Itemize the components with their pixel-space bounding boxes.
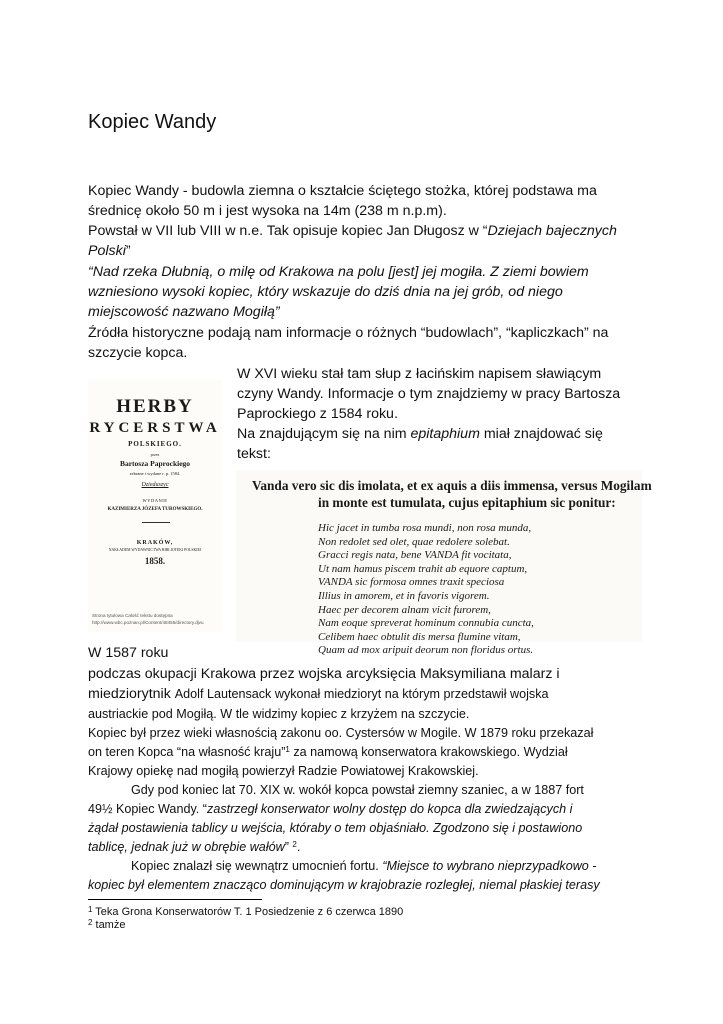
tp-divider: [142, 522, 170, 523]
fort-line-4: [88, 837, 300, 857]
fort-line-3: żądał postawienia tablicy u wejścia, któraby o tem objaśniało. Zgodzono się i postawiono: [88, 821, 583, 835]
epitaph-verse: Nam eoque spreverat hominum connubia cuncta,: [318, 617, 534, 630]
epitaph-word: epitaphium: [410, 426, 480, 442]
okupacja-line-2: [88, 684, 549, 704]
tp-przez: przez: [150, 452, 160, 457]
quote-line-2: wzniesiono wysoki kopiec, który wskazuje do dziś dnia na jej grób, od niego: [88, 284, 563, 300]
quote-line-3: miejscowość nazwano Mogiłą”: [88, 304, 280, 320]
inside-line-1: [131, 856, 597, 876]
epitaph-intro-line-1: [237, 424, 603, 444]
footnote-1: [88, 906, 403, 918]
footnote-text: tamże: [92, 919, 126, 931]
footnote-num: 1: [88, 905, 93, 914]
sources-line-2: szczycie kopca.: [88, 345, 188, 361]
fort-quote-close: ”: [284, 840, 293, 854]
tp-caption-2: http://www.wbc.poznan.pl/Content/48455/directory.djvu: [92, 620, 204, 625]
quote-close: ”: [125, 243, 131, 259]
inside-quote: “Miejsce to wybrano nieprzypadkowo -: [382, 859, 597, 873]
sources-line-1: Źródła historyczne podają nam informacje o różnych “budowlach”, “kapliczkach” na: [88, 325, 609, 341]
book-title-cont: Polski: [88, 243, 126, 259]
epitaph-verse: Quam ad mox aripuit deorum non floridus ortus.: [318, 644, 534, 657]
okupacja-line-3: austriackie pod Mogiłą. W tle widzimy kopiec z krzyżem na szczycie.: [88, 707, 470, 721]
year-1587: W 1587 roku: [88, 645, 169, 661]
epitaph-verse: Ut nam hamus piscem trahit ab equore captum,: [318, 562, 528, 575]
intro-line-2: średnicę około 50 m i jest wysoka na 14m (238 m n.p.m).: [88, 203, 447, 219]
ownership-line-2: [88, 742, 568, 762]
dlugosz-line-1: [88, 221, 617, 241]
epitaph-heading-2: in monte est tumulata, cujus epitaphium sic ponitur:: [318, 495, 616, 510]
tp-editor: KAZIMIERZA JÓZEFA TUROWSKIEGO.: [107, 507, 203, 512]
tp-rycerstwa: RYCERSTWA: [89, 420, 221, 436]
fort-line-2: [88, 799, 572, 819]
tp-herby: HERBY: [116, 396, 194, 417]
fort-line-1: Gdy pod koniec lat 70. XIX w. wokół kopca powstał ziemny szaniec, a w 1887 fort: [131, 783, 584, 797]
tp-krakow: KRAKÓW,: [136, 540, 174, 546]
tp-wydanie: WYDANIE: [142, 498, 168, 503]
epitaph-image: [236, 470, 652, 657]
ownership-text: on teren Kopca “na własność kraju”: [88, 745, 286, 759]
book-title: Dziejach bajecznych: [487, 223, 617, 239]
tp-author: Bartosza Paprockiego: [119, 459, 191, 468]
footnote-num: 2: [88, 918, 93, 927]
epitaph-verse: Hic jacet in tumba rosa mundi, non rosa munda,: [318, 522, 532, 534]
xvi-line-1: W XVI wieku stał tam słup z łacińskim napisem sławiącym: [237, 366, 602, 382]
epitaph-heading-1: Vanda vero sic dis imolata, et ex aquis a diis immensa, versus Mogilam: [252, 478, 652, 493]
dlugosz-line-2: [88, 241, 131, 261]
dlugosz-text: Powstał w VII lub VIII w n.e. Tak opisuje kopiec Jan Długosz w “: [88, 223, 488, 239]
epitaph-intro-text-end: miał znajdować się: [479, 426, 603, 442]
ownership-line-3: Krajowy opiekę nad mogiłą powierzył Radzie Powiatowej Krakowskiej.: [88, 764, 479, 778]
intro-line-1: Kopiec Wandy - budowla ziemna o kształcie ściętego stożka, której podstawa ma: [88, 183, 597, 199]
okupacja-text: miedziorytnik: [88, 686, 175, 702]
epitaph-intro-text: Na znajdującym się na nim: [237, 426, 411, 442]
epitaph-verse: Illius in amorem, et in favoris vigorem.: [318, 589, 490, 602]
epitaph-verses: [318, 522, 534, 658]
inside-line-2: kopiec był elementem znacząco dominującym w krajobrazie rozległej, niemal płaskiej terasy: [88, 878, 600, 892]
okupacja-line-1: podczas okupacji Krakowa przez wojska arcyksięcia Maksymiliana malarz i: [88, 666, 560, 682]
ownership-text-end: za namową konserwatora krakowskiego. Wydział: [289, 745, 568, 759]
tp-stamp: Dzieduszyc: [141, 482, 169, 488]
fort-quote-end: tablicę, jednak już w obrębie wałów: [88, 840, 285, 854]
epitaph-intro-line-2: tekst:: [237, 446, 271, 462]
epitaph-verse: Non redolet sed olet, quae redolere solebat.: [318, 535, 510, 548]
epitaph-verse: Haec per decorem alnam vicit furorem,: [318, 603, 491, 616]
footnote-2: [88, 919, 125, 931]
epitaph-verse: VANDA sic formosa omnes traxit speciosa: [318, 576, 505, 589]
quote-line-1: “Nad rzeka Dłubnią, o milę od Krakowa na polu [jest] jej mogiła. Z ziemi bowiem: [88, 264, 589, 280]
fort-text: 49½ Kopiec Wandy. “: [88, 802, 208, 816]
tp-naklad: NAKŁADEM WYDAWNICTWA BIBLIOTEKI POLSKIEJ: [108, 548, 202, 552]
epitaph-verse: Celibem haec obtulit dis mersa flumine vitam,: [318, 630, 521, 643]
tp-odbity: zebrane i wydane r. p. 1584.: [129, 471, 181, 476]
tp-year: 1858.: [144, 556, 166, 566]
inside-text: Kopiec znalazł się wewnątrz umocnień fortu.: [131, 859, 383, 873]
page-title: Kopiec Wandy: [88, 111, 217, 133]
footnote-text: Teka Grona Konserwatorów T. 1 Posiedzenie z 6 czerwca 1890: [92, 906, 404, 918]
tp-polskiego: POLSKIEGO.: [128, 440, 182, 448]
fort-quote: zastrzegł konserwator wolny dostęp do kopca dla zwiedzających i: [207, 802, 573, 816]
footnote-separator: [88, 899, 262, 900]
ownership-line-1: Kopiec był przez wieki własnością zakonu oo. Cystersów w Mogile. W 1879 roku przekazał: [88, 726, 594, 740]
xvi-line-2: czyny Wandy. Informacje o tym znajdziemy w pracy Bartosza: [237, 386, 621, 402]
tp-caption-1: Strona tytułowa Całość tekstu dostępna: [92, 613, 173, 618]
xvi-line-3: Paprockiego z 1584 roku.: [237, 406, 398, 422]
title-page-image: [88, 380, 222, 632]
epitaph-verse: Gracci regis nata, bene VANDA fit vocitata,: [318, 549, 512, 562]
footnote-ref-1[interactable]: 1: [285, 745, 290, 754]
fort-period: .: [296, 840, 301, 854]
okupacja-text-small: Adolf Lautensack wykonał miedzioryt na którym przedstawił wojska: [174, 687, 549, 701]
footnote-ref-2[interactable]: 2: [292, 840, 297, 849]
